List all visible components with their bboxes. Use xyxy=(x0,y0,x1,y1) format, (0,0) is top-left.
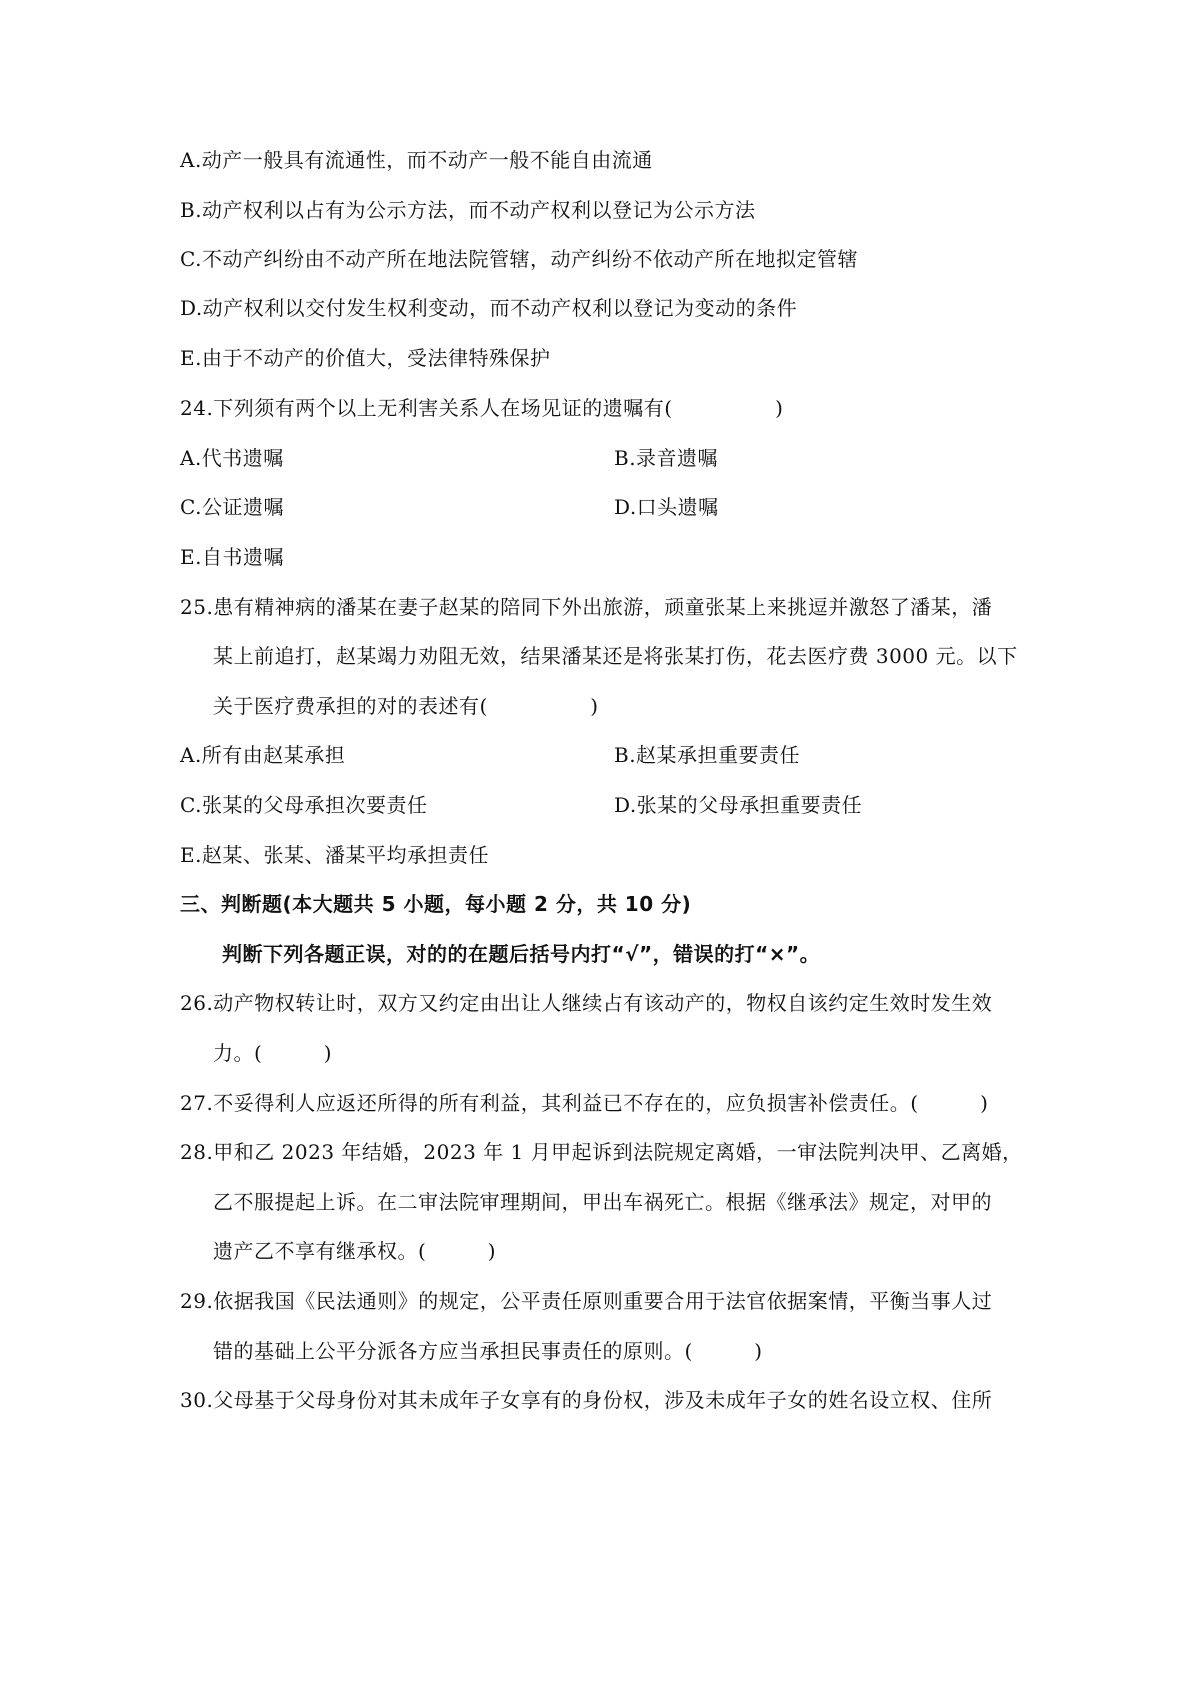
q25-option-e: E.赵某、张某、潘某平均承担责任 xyxy=(180,843,489,867)
q30-line-1: 30.父母基于父母身份对其未成年子女享有的身份权，涉及未成年子女的姓名设立权、住所 xyxy=(180,1388,993,1412)
q23-option-d: D.动产权利以交付发生权利变动，而不动产权利以登记为变动的条件 xyxy=(180,296,798,320)
q28-line-3: 遗产乙不享有继承权。( ) xyxy=(213,1239,497,1263)
q25-stem-line-2: 某上前追打，赵某竭力劝阻无效，结果潘某还是将张某打伤，花去医疗费 3000 元。以下 xyxy=(213,644,1018,668)
q24-option-b: B.录音遗嘱 xyxy=(614,446,719,470)
q27-line-1: 27.不妥得利人应返还所得的所有利益，其利益已不存在的，应负损害补偿责任。( ) xyxy=(180,1091,989,1115)
section-3-heading: 三、判断题(本大题共 5 小题，每小题 2 分，共 10 分) xyxy=(180,892,692,916)
q24-stem: 24.下列须有两个以上无利害关系人在场见证的遗嘱有( ) xyxy=(180,396,784,420)
q29-line-1: 29.依据我国《民法通则》的规定，公平责任原则重要合用于法官依据案情，平衡当事人过 xyxy=(180,1289,993,1313)
q25-option-a: A.所有由赵某承担 xyxy=(180,743,346,767)
q24-option-c: C.公证遗嘱 xyxy=(180,495,284,519)
q23-option-c: C.不动产纠纷由不动产所在地法院管辖，动产纠纷不依动产所在地拟定管辖 xyxy=(180,247,858,271)
q25-option-b: B.赵某承担重要责任 xyxy=(614,743,801,767)
q26-line-2: 力。( ) xyxy=(213,1041,333,1065)
q24-option-d: D.口头遗嘱 xyxy=(614,495,719,519)
q24-option-e: E.自书遗嘱 xyxy=(180,545,284,569)
q23-option-a: A.动产一般具有流通性，而不动产一般不能自由流通 xyxy=(180,148,653,172)
q25-option-d: D.张某的父母承担重要责任 xyxy=(614,793,863,817)
q28-line-2: 乙不服提起上诉。在二审法院审理期间，甲出车祸死亡。根据《继承法》规定，对甲的 xyxy=(213,1190,992,1214)
q23-option-e: E.由于不动产的价值大，受法律特殊保护 xyxy=(180,346,551,370)
q25-stem-line-1: 25.患有精神病的潘某在妻子赵某的陪同下外出旅游，顽童张某上来挑逗并激怒了潘某，潘 xyxy=(180,595,993,619)
q25-stem-line-3: 关于医疗费承担的对的表述有( ) xyxy=(213,694,599,718)
q28-line-1: 28.甲和乙 2023 年结婚，2023 年 1 月甲起诉到法院规定离婚，一审法院判决甲、乙离婚， xyxy=(180,1140,1023,1164)
q25-option-c: C.张某的父母承担次要责任 xyxy=(180,793,428,817)
q23-option-b: B.动产权利以占有为公示方法，而不动产权利以登记为公示方法 xyxy=(180,198,756,222)
q24-option-a: A.代书遗嘱 xyxy=(180,446,284,470)
q26-line-1: 26.动产物权转让时，双方又约定由出让人继续占有该动产的，物权自该约定生效时发生效 xyxy=(180,991,993,1015)
section-3-instruction: 判断下列各题正误，对的的在题后括号内打“√”，错误的打“×”。 xyxy=(222,942,821,966)
q29-line-2: 错的基础上公平分派各方应当承担民事责任的原则。( ) xyxy=(213,1339,763,1363)
